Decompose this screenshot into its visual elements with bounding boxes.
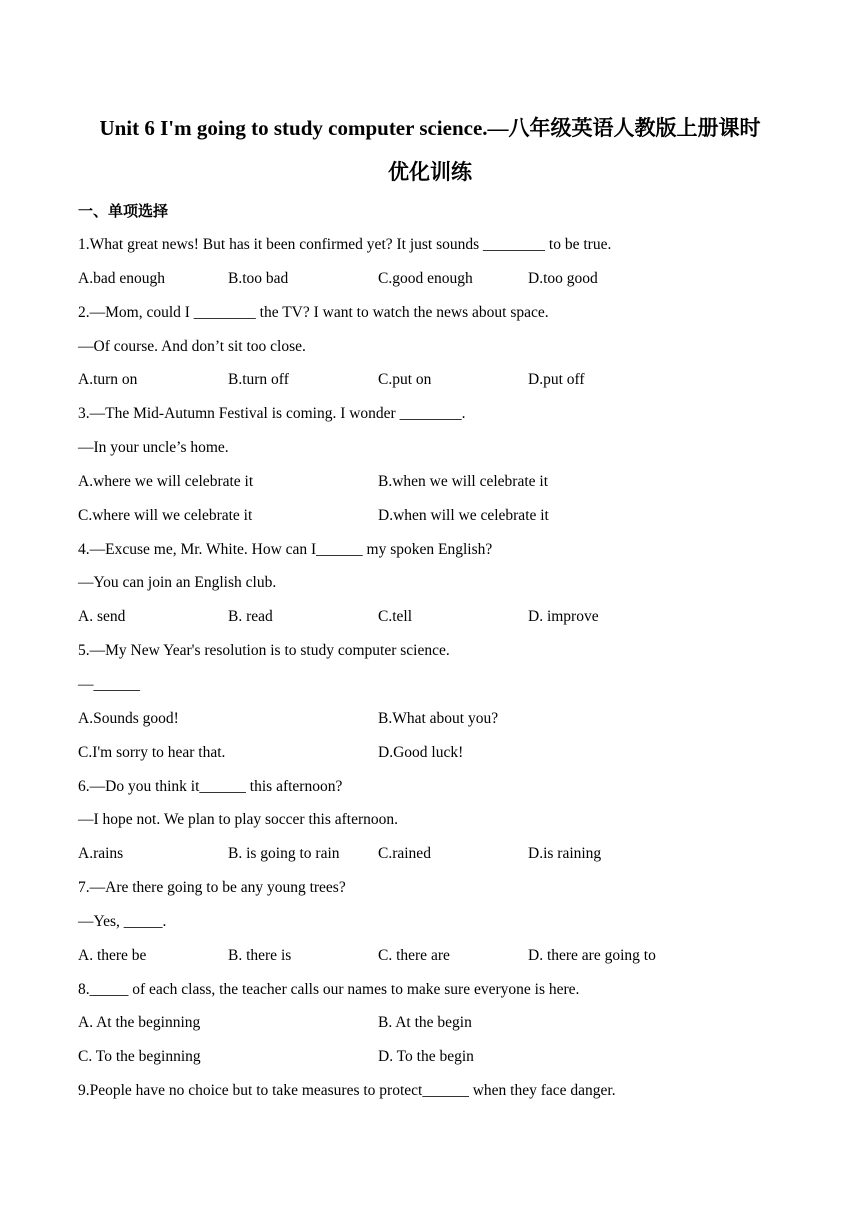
answer-options <box>78 742 798 776</box>
option-b: B.What about you? <box>378 709 499 727</box>
option-b: B.when we will celebrate it <box>378 472 549 490</box>
section-heading: 一、单项选择 <box>78 202 169 220</box>
question-response: —Of course. And don’t sit too close. <box>78 337 306 355</box>
option-a: A.bad enough <box>78 269 165 287</box>
option-b: B. read <box>228 608 273 626</box>
option-d: D. there are going to <box>528 946 656 964</box>
option-b: B.too bad <box>228 269 289 287</box>
question-response: —In your uncle’s home. <box>78 439 229 457</box>
option-a: A.where we will celebrate it <box>78 472 254 490</box>
question-response: —I hope not. We plan to play soccer this afternoon. <box>78 811 399 829</box>
document-title-line-1: Unit 6 I'm going to study computer science.—八年级英语人教版上册课时 <box>99 116 761 140</box>
answer-options <box>78 369 798 403</box>
option-a: A. At the beginning <box>78 1014 201 1032</box>
answer-options <box>78 268 798 302</box>
option-b: B.turn off <box>228 371 289 389</box>
option-c: C.I'm sorry to hear that. <box>78 743 226 761</box>
document-title-line-2: 优化训练 <box>388 160 472 184</box>
question-stem: 3.—The Mid-Autumn Festival is coming. I wonder ________. <box>78 405 466 423</box>
option-d: D. improve <box>528 608 599 626</box>
option-c: C. To the beginning <box>78 1048 201 1066</box>
question-response: —You can join an English club. <box>78 574 277 592</box>
question-stem: 9.People have no choice but to take measures to protect______ when they face danger. <box>78 1082 616 1100</box>
option-b: B. At the begin <box>378 1014 472 1032</box>
option-a: A.turn on <box>78 371 138 389</box>
option-d: D.is raining <box>528 845 602 863</box>
answer-options <box>78 843 798 877</box>
answer-options <box>78 1012 798 1046</box>
option-a: A.Sounds good! <box>78 709 179 727</box>
question-stem: 4.—Excuse me, Mr. White. How can I______ my spoken English? <box>78 540 493 558</box>
option-d: D.when will we celebrate it <box>378 506 549 524</box>
option-c: C.put on <box>378 371 432 389</box>
question-stem: 8._____ of each class, the teacher calls our names to make sure everyone is here. <box>78 980 580 998</box>
question-stem: 5.—My New Year's resolution is to study computer science. <box>78 642 450 660</box>
option-d: D. To the begin <box>378 1048 474 1066</box>
question-stem: 6.—Do you think it______ this afternoon? <box>78 777 343 795</box>
answer-options <box>78 505 798 539</box>
answer-options <box>78 606 798 640</box>
question-stem: 7.—Are there going to be any young trees? <box>78 879 346 897</box>
option-b: B. there is <box>228 946 292 964</box>
answer-options <box>78 945 798 979</box>
option-b: B. is going to rain <box>228 845 340 863</box>
option-c: C.where will we celebrate it <box>78 506 253 524</box>
question-stem: 2.—Mom, could I ________ the TV? I want to watch the news about space. <box>78 303 549 321</box>
option-d: D.too good <box>528 269 598 287</box>
option-c: C. there are <box>378 946 450 964</box>
answer-options <box>78 708 798 742</box>
option-c: C.tell <box>378 608 413 626</box>
option-c: C.rained <box>378 845 431 863</box>
option-a: A. there be <box>78 946 147 964</box>
option-c: C.good enough <box>378 269 473 287</box>
answer-options <box>78 471 798 505</box>
option-d: D.Good luck! <box>378 743 464 761</box>
question-list <box>78 234 798 1114</box>
option-d: D.put off <box>528 371 585 389</box>
question-response: —______ <box>78 675 140 693</box>
option-a: A.rains <box>78 845 124 863</box>
option-a: A. send <box>78 608 126 626</box>
question-stem: 1.What great news! But has it been confirmed yet? It just sounds ________ to be true. <box>78 236 612 253</box>
question-response: —Yes, _____. <box>78 912 167 930</box>
answer-options <box>78 1046 798 1080</box>
